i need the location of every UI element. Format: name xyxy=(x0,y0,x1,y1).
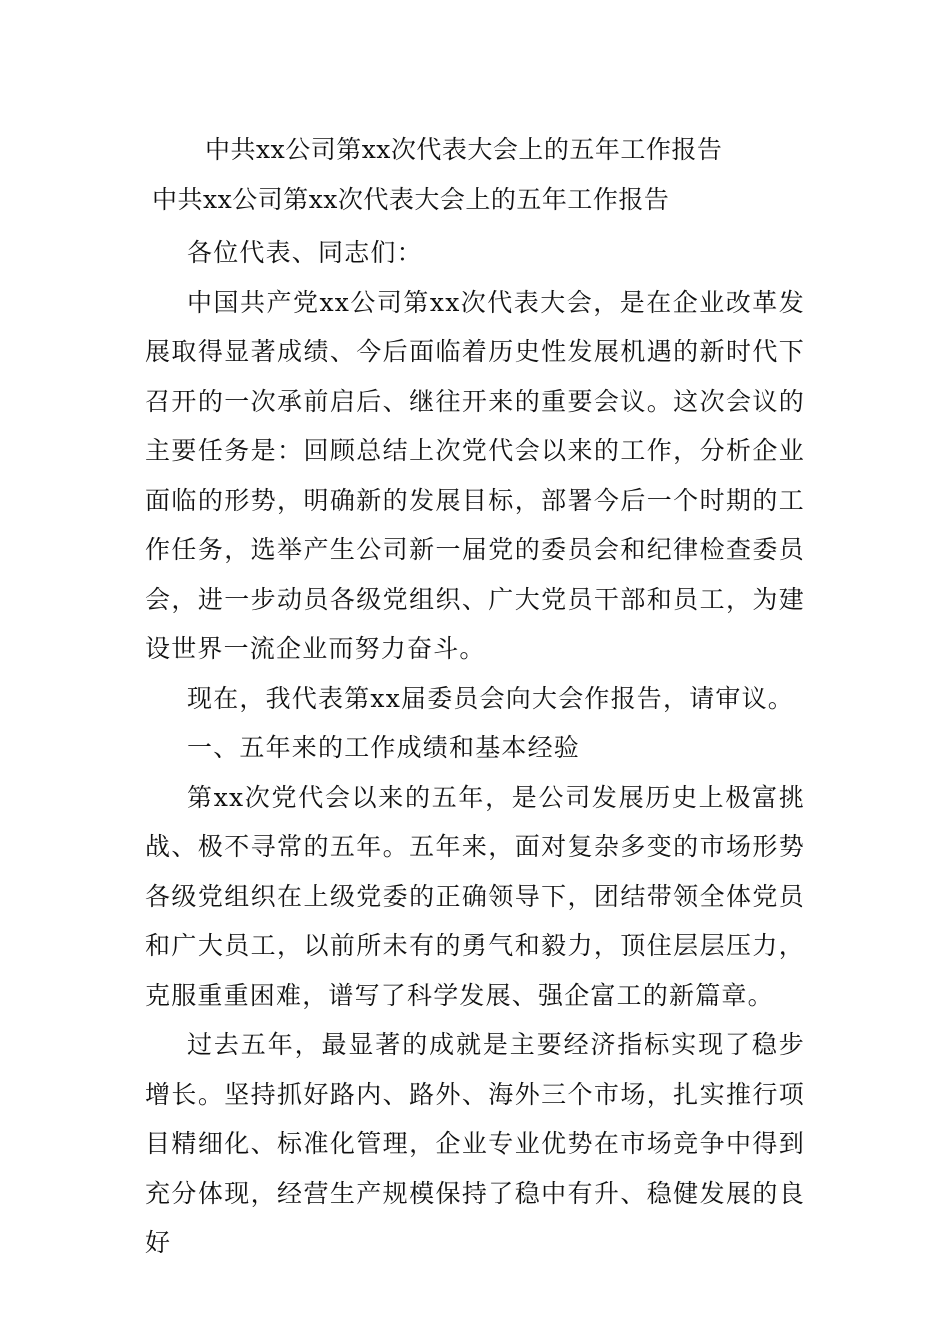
five-year-review-paragraph: 第xx次党代会以来的五年，是公司发展历史上极富挑战、极不寻常的五年。五年来，面对复杂多变的市场形势各级党组织在上级党委的正确领导下，团结带领全体党员和广大员工，以前所未有的勇气和毅力，顶住层层压力，克服重重困难，谱写了科学发展、强企富工的新篇章。 xyxy=(145,782,805,1010)
report-intro-paragraph: 现在，我代表第xx届委员会向大会作报告，请审议。 xyxy=(187,683,795,713)
document-title: 中共xx公司第xx次代表大会上的五年工作报告 xyxy=(205,135,723,164)
section-heading: 一、五年来的工作成绩和基本经验 xyxy=(187,733,581,762)
document-subtitle: 中共xx公司第xx次代表大会上的五年工作报告 xyxy=(152,185,670,214)
economic-achievement-paragraph: 过去五年，最显著的成就是主要经济指标实现了稳步增长。坚持抓好路内、路外、海外三个市场，扎实推行项目精细化、标准化管理，企业专业优势在市场竞争中得到充分体现，经营生产规模保持了稳中有升、稳健发展的良好 xyxy=(145,1030,805,1257)
salutation-paragraph: 各位代表、同志们： xyxy=(187,238,423,267)
opening-paragraph: 中国共产党xx公司第xx次代表大会，是在企业改革发展取得显著成绩、今后面临着历史性发展机遇的新时代下召开的一次承前启后、继往开来的重要会议。这次会议的主要任务是：回顾总结上次党代会以来的工作，分析企业面临的形势，明确新的发展目标，部署今后一个时期的工作任务，选举产生公司新一届党的委员会和纪律检查委员会，进一步动员各级党组织、广大党员干部和员工，为建设世界一流企业而努力奋斗。 xyxy=(145,287,805,663)
document-body xyxy=(145,228,805,1268)
